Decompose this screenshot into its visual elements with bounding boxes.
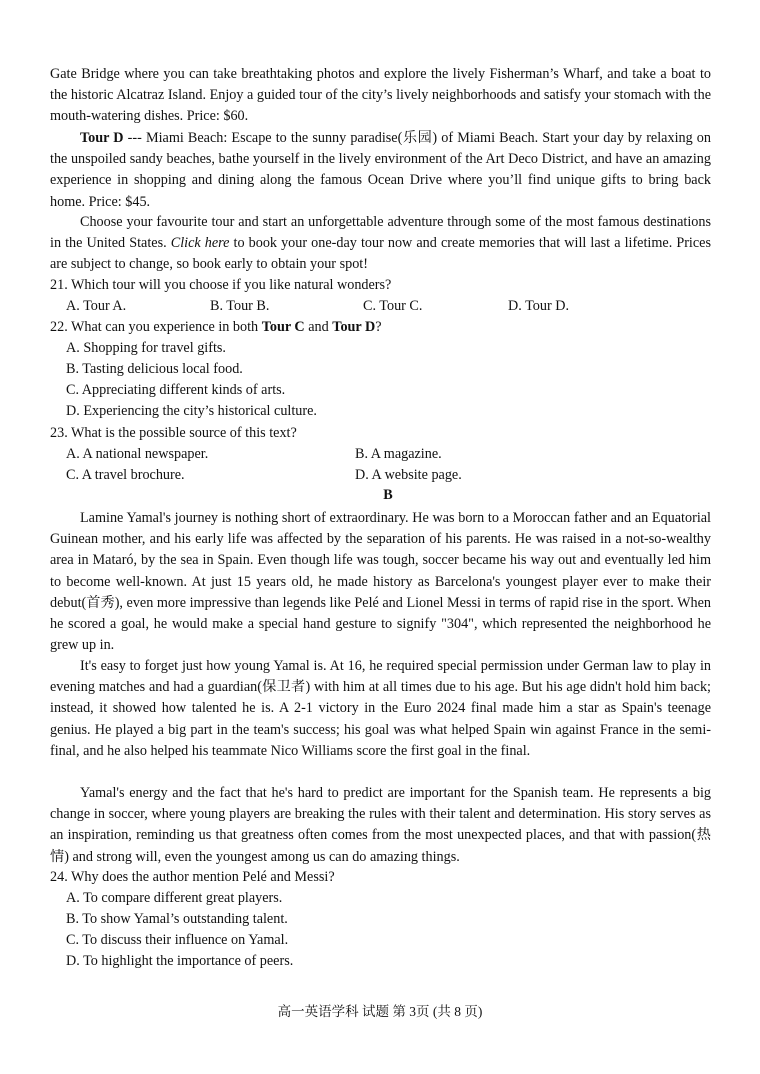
click-here-link[interactable]: Click here	[170, 235, 230, 252]
page-footer: 高一英语学科 试题 第 3页 (共 8 页)	[277, 1004, 483, 1019]
q23-option-a[interactable]: A. A national newspaper.	[66, 446, 209, 462]
question-22	[50, 317, 382, 338]
q22-qmark: ?	[375, 319, 382, 335]
q22-option-d[interactable]: D. Experiencing the city’s historical culture.	[66, 403, 317, 419]
q21-option-a[interactable]: A. Tour A.	[66, 298, 127, 314]
q22-option-a[interactable]: A. Shopping for travel gifts.	[66, 340, 226, 356]
q23-option-c[interactable]: C. A travel brochure.	[66, 467, 185, 483]
b-paragraph-1: Lamine Yamal's journey is nothing short of extraordinary. He was born to a Moroccan father and an Equatorial Guinean mother, and his early life was affected by the separation of his parents. He was raised in a not-so-wealthy area in Mataró, by the sea in Spain. Even though life was tough, soccer became his way out and eventually led him to become well-known. At just 15 years old, he made history as Barcelona's youngest player ever to make their debut(首秀), even more impressive than legends like Pelé and Lionel Messi in terms of rapid rise in the sport. When he scored a goal, he would make a special hand gesture to signify "304", which represented the neighborhood he grew up in.	[50, 510, 711, 654]
closing-paragraph	[50, 212, 711, 276]
q21-option-c[interactable]: C. Tour C.	[363, 298, 423, 314]
q24-option-c[interactable]: C. To discuss their influence on Yamal.	[66, 932, 289, 948]
section-b-heading: B	[383, 487, 393, 503]
tour-d-label: Tour D	[80, 130, 124, 146]
q22-tour-d: Tour D	[332, 319, 376, 335]
tour-d-text: --- Miami Beach: Escape to the sunny paradise(乐园) of Miami Beach. Start your day by relaxing on the unspoiled sandy beaches, bathe yourself in the lively environment of the Art Deco District, and have an amazing experience in shopping and dining along the famous Ocean Drive where you’ll find unique gifts to bring back home. Price: $45.	[50, 130, 711, 210]
q24-option-b[interactable]: B. To show Yamal’s outstanding talent.	[66, 911, 288, 927]
tour-d-paragraph	[50, 128, 711, 213]
q21-option-b[interactable]: B. Tour B.	[210, 298, 270, 314]
q23-option-b[interactable]: B. A magazine.	[355, 446, 442, 462]
q22-option-c[interactable]: C. Appreciating different kinds of arts.	[66, 382, 286, 398]
b-paragraph-3: Yamal's energy and the fact that he's hard to predict are important for the Spanish team. He represents a big change in soccer, where young players are breaking the rules with their talent and determination. His story serves as an inspiration, reminding us that greatness often comes from the most unexpected places, and that with passion(热情) and strong will, even the youngest among us can do amazing things.	[50, 785, 711, 865]
q22-and: and	[304, 319, 333, 335]
q24-option-d[interactable]: D. To highlight the importance of peers.	[66, 953, 294, 969]
question-23: 23. What is the possible source of this text?	[50, 425, 297, 441]
q24-option-a[interactable]: A. To compare different great players.	[66, 890, 283, 906]
q22-option-b[interactable]: B. Tasting delicious local food.	[66, 361, 243, 377]
q22-tour-c: Tour C	[261, 319, 305, 335]
closing-before: Choose your favourite tour and start an unforgettable adventure through some of the most famous destinations in the United States.	[50, 214, 711, 252]
question-21: 21. Which tour will you choose if you like natural wonders?	[50, 277, 392, 293]
question-24: 24. Why does the author mention Pelé and Messi?	[50, 869, 335, 885]
closing-after: to book your one-day tour now and create memories that will last a lifetime. Prices are subject to change, so book early to obtain your spot!	[50, 235, 711, 273]
b-paragraph-2: It's easy to forget just how young Yamal is. At 16, he required special permission under German law to play in evening matches and had a guardian(保卫者) with him at all times due to his age. But his age didn't hold him back; instead, it showed how talented he is. A 2-1 victory in the Euro 2024 final made him a star as Spain's teenage genius. He played a big part in the team's success; his goal was what helped Spain win against France in the semi-final, and he also helped his teammate Nico Williams score the first goal in the final.	[50, 658, 711, 759]
tour-c-paragraph-end: Gate Bridge where you can take breathtaking photos and explore the lively Fisherman’s Wharf, and take a boat to the historic Alcatraz Island. Enjoy a guided tour of the city’s lively neighborhoods and satisfy your stomach with the mouth-watering dishes. Price: $60.	[50, 66, 711, 125]
q22-stem: 22. What can you experience in both	[50, 319, 262, 335]
q21-option-d[interactable]: D. Tour D.	[508, 298, 570, 314]
q23-option-d[interactable]: D. A website page.	[355, 467, 462, 483]
